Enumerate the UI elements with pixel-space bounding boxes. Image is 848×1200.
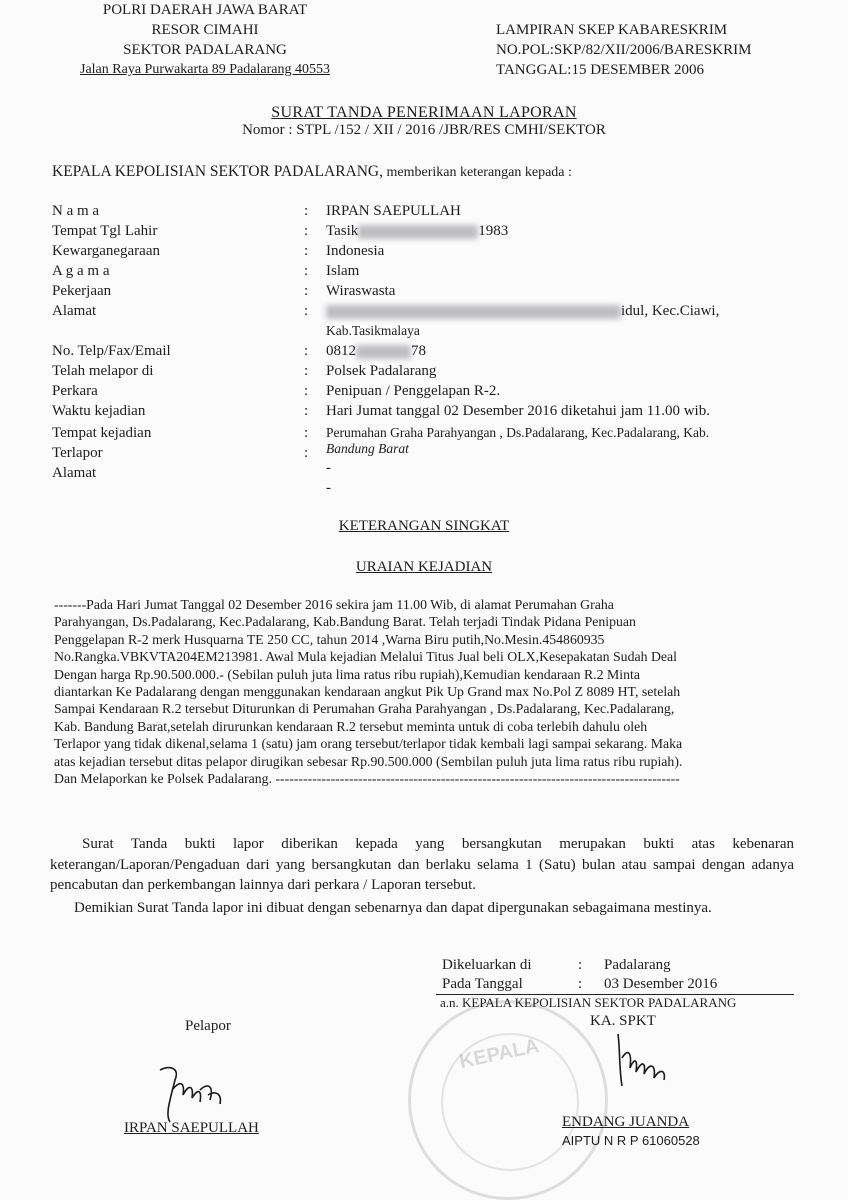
header-right xyxy=(496,20,751,80)
value-tempat-line2: Bandung Barat xyxy=(326,441,409,456)
colon: : xyxy=(578,976,583,992)
value-alamat xyxy=(326,303,719,320)
label-telp: No. Telp/Fax/Email xyxy=(52,343,171,359)
issued-at-label: Dikeluarkan di xyxy=(442,957,532,973)
value-telp-start: 0812 xyxy=(326,343,356,359)
label-nama: N a m a xyxy=(52,203,100,219)
colon: : xyxy=(304,425,309,441)
issued-at-value: Padalarang xyxy=(604,957,671,973)
redaction-blur xyxy=(326,305,621,319)
label-kewarganegaraan: Kewarganegaraan xyxy=(52,243,160,259)
narrative-line: -------Pada Hari Jumat Tanggal 02 Desember 2016 sekira jam 11.00 Wib, di alamat Perumahan Graha xyxy=(54,597,614,612)
colon: : xyxy=(304,303,309,319)
ka-spkt-title: KA. SPKT xyxy=(590,1013,656,1029)
redaction-blur xyxy=(358,225,478,239)
label-pekerjaan: Pekerjaan xyxy=(52,283,112,299)
label-melapor: Telah melapor di xyxy=(52,363,154,379)
colon: : xyxy=(304,263,309,279)
police-stamp xyxy=(408,1000,608,1200)
intro-tail: memberikan keterangan kepada : xyxy=(383,165,572,180)
label-alamat-terlapor: Alamat xyxy=(52,465,97,481)
org-line-2: RESOR CIMAHI xyxy=(151,22,259,38)
label-terlapor: Terlapor xyxy=(52,445,103,461)
document-number: Nomor : STPL /152 / XII / 2016 /JBR/RES CMHI/SEKTOR xyxy=(242,122,606,138)
colon: : xyxy=(304,243,309,259)
org-address: Jalan Raya Purwakarta 89 Padalarang 40553 xyxy=(80,62,330,77)
intro-lead: KEPALA KEPOLISIAN SEKTOR PADALARANG, xyxy=(52,163,383,180)
intro-line xyxy=(52,163,572,181)
value-telp-end: 78 xyxy=(411,343,426,359)
label-tempat: Tempat kejadian xyxy=(52,425,152,441)
value-perkara: Penipuan / Penggelapan R-2. xyxy=(326,383,501,399)
label-ttl: Tempat Tgl Lahir xyxy=(52,223,158,239)
colon: : xyxy=(304,383,309,399)
issued-date-label: Pada Tanggal xyxy=(442,976,523,992)
narrative-line: Penggelapan R-2 merk Husquarna TE 250 CC, tahun 2014 ,Warna Biru putih,No.Mesin.454860935 xyxy=(54,631,605,647)
ref-line-3: TANGGAL:15 DESEMBER 2006 xyxy=(496,62,704,78)
narrative-line: Kab. Bandung Barat,setelah dirurunkan kendaraan R.2 tersebut meminta untuk di coba terlebih dahulu oleh xyxy=(54,718,648,734)
value-tempat: Perumahan Graha Parahyangan , Ds.Padalarang, Kec.Padalarang, Kab. xyxy=(326,425,710,440)
document-title: SURAT TANDA PENERIMAAN LAPORAN xyxy=(271,104,577,121)
on-behalf-line: a.n. KEPALA KEPOLISIAN SEKTOR PADALARANG xyxy=(440,995,737,1010)
value-alamat-terlapor: - xyxy=(326,480,331,496)
value-pekerjaan: Wiraswasta xyxy=(326,283,396,299)
heading-keterangan: KETERANGAN SINGKAT xyxy=(338,518,510,534)
officer-rank-nrp: AIPTU N R P 61060528 xyxy=(562,1133,700,1148)
narrative-line: Dan Melaporkan ke Polsek Padalarang. ---------------------------------------------------------------------------------------- xyxy=(54,771,680,787)
narrative-line: Parahyangan, Ds.Padalarang, Kec.Padalarang, Kab.Bandung Barat. Telah terjadi Tindak Pidana Penipuan xyxy=(54,614,636,630)
value-kewarganegaraan: Indonesia xyxy=(326,243,385,259)
officer-signature xyxy=(604,1028,674,1098)
narrative-line: No.Rangka.VBKVTA204EM213981. Awal Mula kejadian Melalui Titus Jual beli OLX,Kesepakatan Sudah Deal xyxy=(54,649,677,665)
reporter-label: Pelapor xyxy=(185,1018,231,1034)
colon: : xyxy=(304,363,309,379)
org-line-1: POLRI DAERAH JAWA BARAT xyxy=(102,2,308,18)
value-alamat-end: idul, Kec.Ciawi, xyxy=(621,303,720,319)
value-ttl-start: Tasik xyxy=(326,223,359,239)
value-agama: Islam xyxy=(326,263,360,279)
label-waktu: Waktu kejadian xyxy=(52,403,146,419)
label-perkara: Perkara xyxy=(52,383,98,399)
value-telp xyxy=(326,343,426,360)
narrative-line: Dengan harga Rp.90.500.000.- (Sebilan puluh juta lima ratus ribu rupiah),Kemudian kendaraan R.2 Minta xyxy=(54,666,640,682)
value-ttl xyxy=(326,223,508,240)
value-melapor: Polsek Padalarang xyxy=(326,363,437,379)
ref-line-2: NO.POL:SKP/82/XII/2006/BARESKRIM xyxy=(496,42,752,58)
value-ttl-end: 1983 xyxy=(478,223,509,239)
closing-paragraph: Demikian Surat Tanda lapor ini dibuat dengan sebenarnya dan dapat dipergunakan sebagaimana mestinya. xyxy=(74,900,712,916)
value-waktu: Hari Jumat tanggal 02 Desember 2016 diketahui jam 11.00 wib. xyxy=(326,403,710,419)
issued-date-value: 03 Desember 2016 xyxy=(604,976,718,992)
value-terlapor: - xyxy=(326,460,331,476)
colon: : xyxy=(304,283,309,299)
reporter-name: IRPAN SAEPULLAH xyxy=(124,1120,259,1136)
colon: : xyxy=(304,445,309,461)
value-alamat-line2: Kab.Tasikmalaya xyxy=(326,323,420,338)
colon: : xyxy=(304,343,309,359)
colon: : xyxy=(304,203,309,219)
redaction-blur xyxy=(356,345,411,359)
header-left xyxy=(60,0,350,80)
narrative xyxy=(54,596,788,787)
narrative-line: diantarkan Ke Padalarang dengan menggunakan kendaraan angkut Pik Up Grand max No.Pol Z 8089 HT, setelah xyxy=(54,684,681,700)
narrative-line: Terlapor yang tidak dikenal,selama 1 (satu) jam orang tersebut/terlapor tidak kembali lagi sampai sekarang. Maka xyxy=(54,736,683,752)
ref-line-1: LAMPIRAN SKEP KABARESKRIM xyxy=(496,22,728,38)
heading-uraian: URAIAN KEJADIAN xyxy=(355,559,493,575)
label-agama: A g a m a xyxy=(52,263,110,279)
org-line-3: SEKTOR PADALARANG xyxy=(123,42,287,58)
colon: : xyxy=(304,403,309,419)
colon: : xyxy=(578,957,583,973)
officer-name: ENDANG JUANDA xyxy=(562,1114,690,1130)
label-alamat: Alamat xyxy=(52,303,97,319)
narrative-line: atas kejadian tersebut ditas pelapor dirugikan sebesar Rp.90.500.000 (Sembilan puluh juta lima ratus ribu rupiah). xyxy=(54,753,683,769)
value-nama: IRPAN SAEPULLAH xyxy=(326,203,461,219)
stamp-text: KEPALA xyxy=(457,1034,542,1074)
narrative-line: Sampai Kendaraan R.2 tersebut Diturunkan di Perumahan Graha Parahyangan , Ds.Padalarang, Kec.Padalarang, xyxy=(54,701,675,717)
validity-paragraph: Surat Tanda bukti lapor diberikan kepada yang bersangkutan merupakan bukti atas kebenaran keterangan/Laporan/Pengaduan dari yang bersangkutan dan berlaku selama 1 (Satu) bulan atau sampai dengan adanya pencabutan dan perkembangan lainnya dari perkara / Laporan tersebut. xyxy=(50,836,794,893)
colon: : xyxy=(304,223,309,239)
